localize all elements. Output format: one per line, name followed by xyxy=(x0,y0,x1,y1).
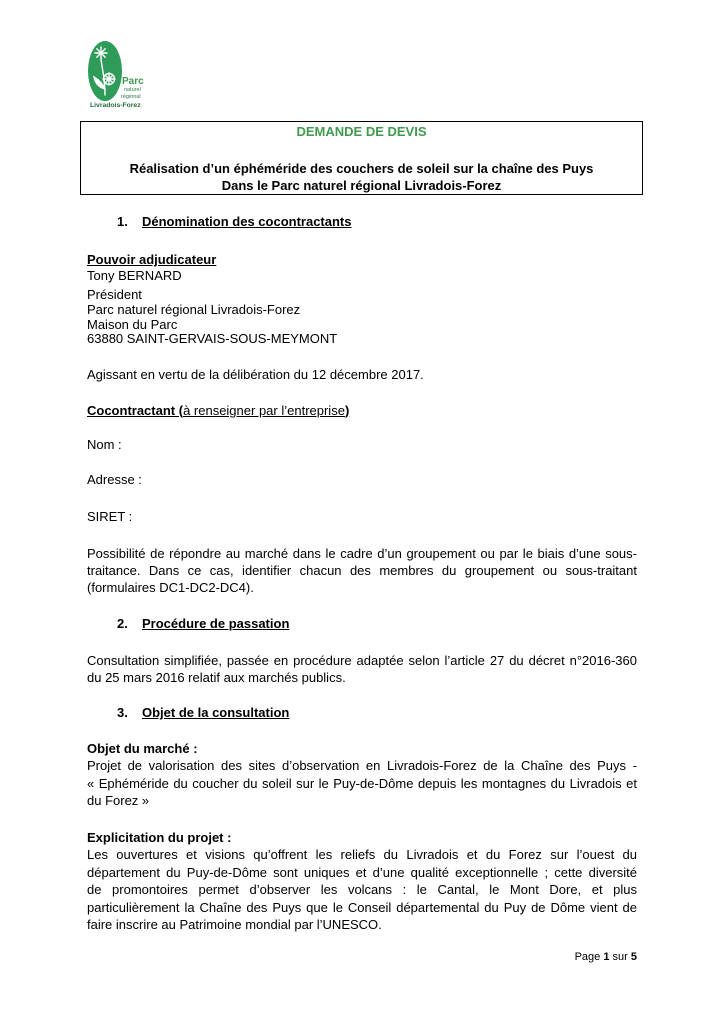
paragraph-line: traitance. Dans ce cas, identifier chacun des membres du groupement ou sous-traitant xyxy=(87,563,637,578)
contact-organisation: Parc naturel régional Livradois-Forez xyxy=(87,302,301,317)
cocontractant-heading xyxy=(87,403,349,418)
paragraph-line: du Forez » xyxy=(87,793,150,808)
paragraph-line: faire inscrire au Patrimoine mondial par l’UNESCO. xyxy=(87,917,382,932)
field-label-siret: SIRET : xyxy=(87,509,133,524)
logo-text-naturel: naturel xyxy=(124,87,141,93)
objet-paragraph xyxy=(87,757,637,810)
page-footer xyxy=(575,950,637,964)
section-number: 2. xyxy=(117,616,128,631)
contact-name: Tony BERNARD xyxy=(87,268,182,283)
contact-address-line-2: 63880 SAINT-GERVAIS-SOUS-MEYMONT xyxy=(87,331,338,346)
document-subtitle-line-1: Réalisation d’un éphéméride des couchers de soleil sur la chaîne des Puys xyxy=(129,161,594,176)
paragraph-line: « Ephéméride du coucher du soleil sur le Puy-de-Dôme depuis les montagnes du Livradois et xyxy=(87,775,637,791)
section-title: Procédure de passation xyxy=(142,616,290,631)
cocontractant-heading-label: Cocontractant ( xyxy=(87,403,184,418)
cocontractant-heading-close: ) xyxy=(344,403,350,418)
explicitation-heading: Explicitation du projet : xyxy=(87,830,232,845)
pouvoir-adjudicateur-heading: Pouvoir adjudicateur xyxy=(87,252,217,267)
footer-page-number: 1 xyxy=(603,951,610,963)
logo-text-parc: Parc xyxy=(122,76,144,87)
contact-address-line-1: Maison du Parc xyxy=(87,317,178,332)
section-heading-1 xyxy=(117,214,351,229)
document-subtitle-line-2: Dans le Parc naturel régional Livradois-Forez xyxy=(221,178,502,193)
section-heading-3 xyxy=(117,705,289,720)
park-logo xyxy=(84,38,150,112)
paragraph-line: Projet de valorisation des sites d’observation en Livradois-Forez de la Chaîne des Puys - xyxy=(87,758,637,773)
section-title: Dénomination des cocontractants xyxy=(142,214,352,229)
logo-text-livradois-forez: Livradois-Forez xyxy=(90,102,141,109)
section-number: 1. xyxy=(117,214,128,229)
paragraph-line: de promontoires permet d’observer les volcans : le Cantal, le Mont Dore, et plus xyxy=(87,882,637,897)
footer-page-word: Page xyxy=(574,951,601,963)
cocontractant-heading-note: à renseigner par l’entreprise xyxy=(183,403,345,418)
section-title: Objet de la consultation xyxy=(142,705,290,720)
groupement-paragraph xyxy=(87,545,637,596)
section-heading-2 xyxy=(117,616,289,631)
logo-text-regional: régional xyxy=(121,94,141,100)
field-label-nom: Nom : xyxy=(87,437,122,452)
paragraph-line: Consultation simplifiée, passée en procédure adaptée selon l’article 27 du décret n°2016-360 xyxy=(87,653,637,668)
paragraph-line: département du Puy-de-Dôme sont uniques et d’une qualité exceptionnelle ; cette diversité xyxy=(87,864,637,880)
paragraph-line: (formulaires DC1-DC2-DC4). xyxy=(87,580,254,595)
explicitation-paragraph xyxy=(87,846,637,934)
procedure-paragraph xyxy=(87,652,637,686)
paragraph-line: particulièrement la Chaîne des Puys que le Conseil départemental du Puy de Dôme vient de xyxy=(87,899,637,915)
deliberation-text: Agissant en vertu de la délibération du 12 décembre 2017. xyxy=(87,367,424,382)
section-number: 3. xyxy=(117,705,128,720)
paragraph-line: Les ouvertures et visions qu’offrent les reliefs du Livradois et du Forez sur l’ouest du xyxy=(87,847,637,862)
field-label-adresse: Adresse : xyxy=(87,472,142,487)
document-title: DEMANDE DE DEVIS xyxy=(296,124,427,139)
footer-sur-word: sur xyxy=(612,951,628,963)
contact-role: Président xyxy=(87,287,142,302)
objet-heading: Objet du marché : xyxy=(87,741,198,756)
paragraph-line: Possibilité de répondre au marché dans le cadre d’un groupement ou par le biais d’une sous- xyxy=(87,546,637,561)
title-box xyxy=(80,121,643,195)
paragraph-line: du 25 mars 2016 relatif aux marchés publics. xyxy=(87,670,346,685)
footer-page-total: 5 xyxy=(630,951,637,963)
